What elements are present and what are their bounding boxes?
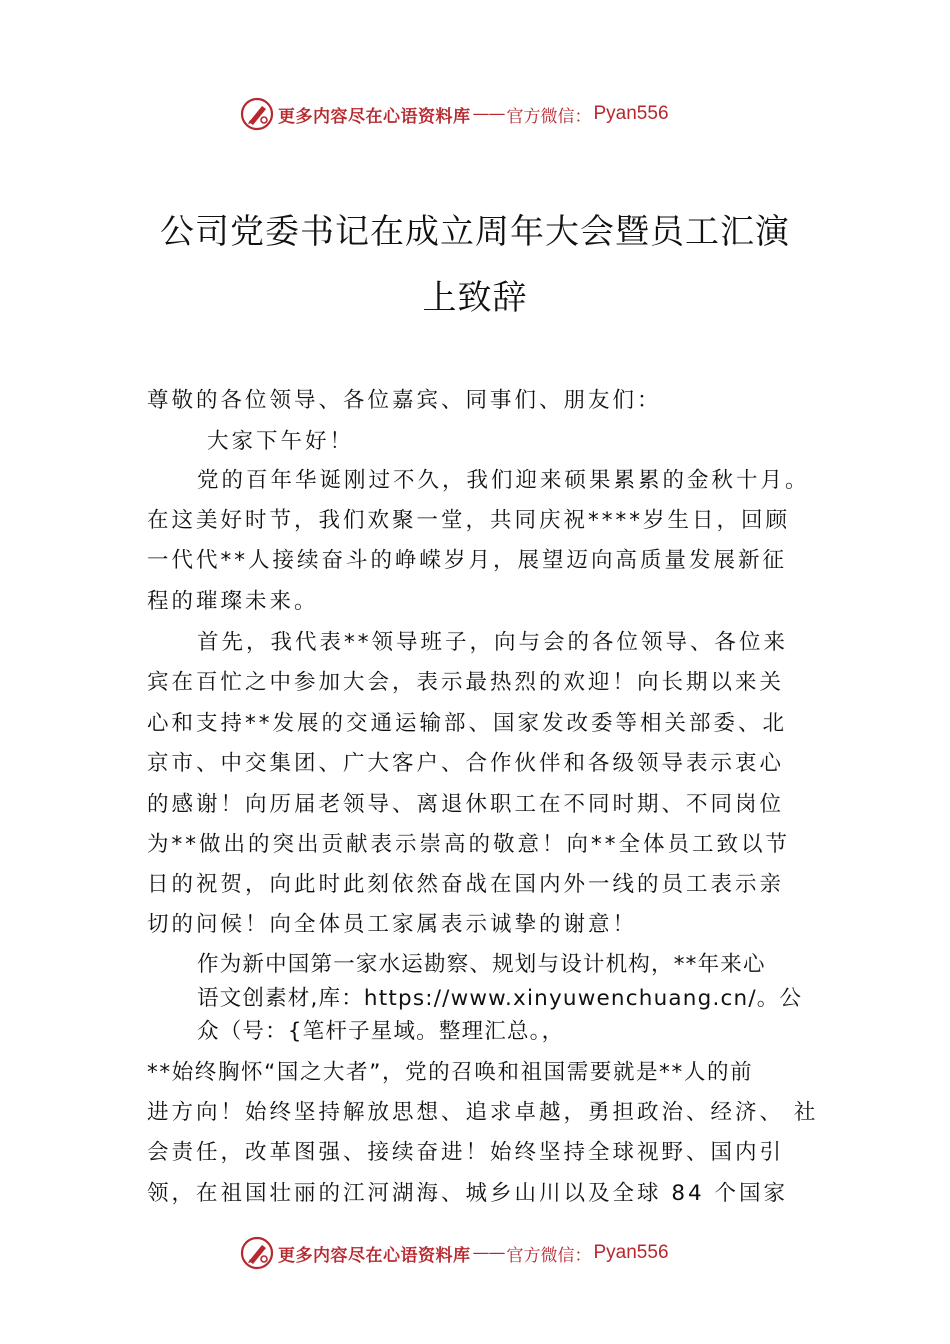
paragraph-3-line: 领，在祖国壮丽的江河湖海、城乡山川以及全球 84 个国家 [147, 1181, 789, 1206]
inserted-text-line: 语文创素材,库：https://www.xinyuwenchuang.cn/。公 [197, 986, 803, 1011]
paragraph-2-line: 的感谢！向历届老领导、离退休职工在不同时期、不同岗位 [147, 792, 785, 817]
paragraph-1-line: 程的璀璨未来。 [147, 589, 319, 614]
paragraph-3-line: 会责任，改革图强、接续奋进！始终坚持全球视野、国内引 [147, 1140, 785, 1165]
paragraph-1-line: 一代代**人接续奋斗的峥嵘岁月，展望迈向高质量发展新征 [147, 548, 788, 573]
watermark-wechat-id: Pyan556 [593, 103, 669, 124]
paragraph-2-line: 切的问候！向全体员工家属表示诚挚的谢意！ [147, 912, 638, 937]
inserted-text-line: 众（号：{笔杆子星域。整理汇总。， [197, 1019, 565, 1044]
greeting: 大家下午好！ [207, 429, 355, 454]
paragraph-3-line: 进方向！始终坚持解放思想、追求卓越，勇担政治、经济、 社 [147, 1100, 819, 1125]
paragraph-2-line: 为**做出的突出贡献表示崇高的敬意！向**全体员工致以节 [147, 832, 791, 857]
paragraph-2-line: 心和支持**发展的交通运输部、国家发改委等相关部委、北 [147, 711, 788, 736]
salutation: 尊敬的各位领导、各位嘉宾、同事们、朋友们： [147, 388, 662, 413]
paragraph-2-line: 首先，我代表**领导班子，向与会的各位领导、各位来 [197, 630, 789, 655]
watermark-wechat-label: 官方微信： [506, 1245, 592, 1266]
header-watermark [240, 96, 760, 132]
paragraph-1-line: 党的百年华诞刚过不久，我们迎来硕果累累的金秋十月。 [197, 468, 810, 493]
paragraph-2-line: 宾在百忙之中参加大会，表示最热烈的欢迎！向长期以来关 [147, 670, 785, 695]
watermark-main-text: 更多内容尽在心语资料库 [278, 106, 471, 127]
watermark-dash: —— [472, 104, 505, 124]
paragraph-2-line: 京市、中交集团、广大客户、合作伙伴和各级领导表示衷心 [147, 751, 785, 776]
pen-logo-icon [240, 97, 274, 131]
footer-watermark [240, 1235, 760, 1271]
watermark-wechat-id: Pyan556 [593, 1242, 669, 1263]
paragraph-3-line: **始终胸怀“国之大者”，党的召唤和祖国需要就是**人的前 [147, 1060, 754, 1085]
document-title-line-1: 公司党委书记在成立周年大会暨员工汇演 [160, 212, 790, 252]
watermark-dash: —— [472, 1243, 505, 1263]
paragraph-2-line: 日的祝贺，向此时此刻依然奋战在国内外一线的员工表示亲 [147, 872, 785, 897]
watermark-main-text: 更多内容尽在心语资料库 [278, 1245, 471, 1266]
watermark-wechat-label: 官方微信： [506, 106, 592, 127]
paragraph-1-line: 在这美好时节，我们欢聚一堂，共同庆祝****岁生日，回顾 [147, 508, 791, 533]
pen-logo-icon [240, 1236, 274, 1270]
document-title-line-2: 上致辞 [422, 278, 528, 318]
inserted-text-line: 作为新中国第一家水运勘察、规划与设计机构，**年来心 [197, 952, 766, 977]
